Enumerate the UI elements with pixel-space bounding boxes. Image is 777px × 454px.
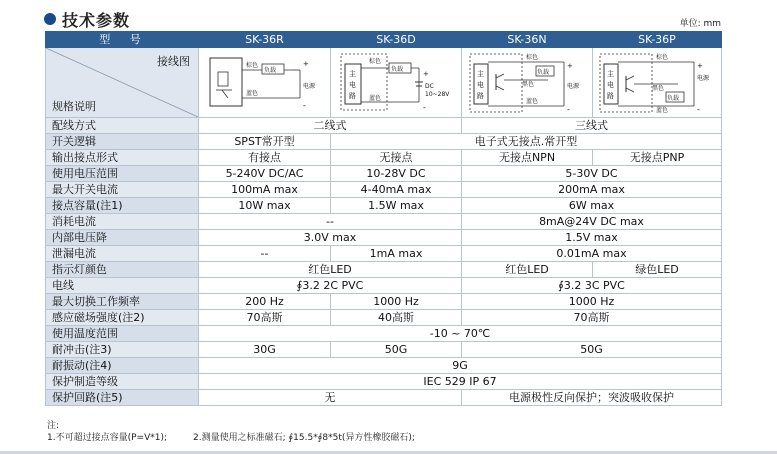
cell-value: 200 Hz [199,294,331,310]
svg-text:电源: 电源 [697,74,710,82]
svg-text:棕色: 棕色 [369,57,382,65]
svg-text:-: - [567,104,570,114]
svg-text:-: - [697,104,700,114]
cell-value: SPST常开型 [199,134,331,150]
row-label: 耐振动(注4) [46,358,199,374]
svg-text:-: - [302,100,306,110]
cell-value: 5-30V DC [462,166,722,182]
wiring-diagram-sk36p [593,48,722,118]
table-row [46,214,722,230]
table-row [46,262,722,278]
svg-text:负载: 负载 [667,94,680,102]
wiring-diagram-sk36r [199,48,331,118]
model-header: 型 号 [46,32,199,48]
table-row [46,326,722,342]
wiring-diagram-sk36n [462,48,593,118]
cell-value: 40高斯 [331,310,462,326]
cell-value: 0.01mA max [462,246,722,262]
cell-value: 电源极性反向保护；突波吸收保护 [462,390,722,406]
table-row [46,310,722,326]
svg-text:+: + [697,61,703,70]
notes-line [47,432,415,444]
table-row [46,182,722,198]
svg-text:+: + [567,61,573,70]
table-row [46,390,722,406]
cell-value: 10-28V DC [331,166,462,182]
svg-text:电源: 电源 [302,82,315,90]
table-row [46,246,722,262]
table-row [46,118,722,134]
table-row [46,358,722,374]
cell-value: 30G [199,342,331,358]
cell-value: 9G [199,358,722,374]
model-sk36n: SK-36N [462,32,593,48]
cell-value: 8mA@24V DC max [462,214,722,230]
cell-value: 无 [199,390,462,406]
table-row [46,294,722,310]
row-label: 内部电压降 [46,230,199,246]
unit-note: 单位: mm [679,19,721,29]
svg-text:棕色: 棕色 [245,61,258,69]
table-row [46,342,722,358]
cell-value: 无接点PNP [593,150,722,166]
svg-text:主: 主 [349,69,356,78]
model-sk36p: SK-36P [593,32,722,48]
table-row [46,230,722,246]
table-row [46,150,722,166]
wiring-diagram-label: 接线图 [157,55,190,68]
row-label: 最大开关电流 [46,182,199,198]
svg-text:黑色: 黑色 [522,80,535,88]
cell-value: 70高斯 [199,310,331,326]
svg-text:黑色: 黑色 [652,84,665,92]
note-1: 1.不可超过接点容量(P=V*1); [47,433,167,443]
svg-text:负载: 负载 [537,68,550,76]
svg-text:+: + [423,69,429,78]
svg-text:主: 主 [607,69,614,78]
section-title-text: 技术参数 [62,10,131,30]
cell-value: 1000 Hz [331,294,462,310]
cell-value: 1.5W max [331,198,462,214]
table-row [46,198,722,214]
svg-text:负载: 负载 [391,65,404,73]
cell-value: 5-240V DC/AC [199,166,331,182]
row-label: 电线 [46,278,199,294]
cell-value: ∮3.2 2C PVC [199,278,462,294]
row-label: 配线方式 [46,118,199,134]
row-label: 保护制造等级 [46,374,199,390]
wiring-diagram-row [46,48,722,118]
cell-value: IEC 529 IP 67 [199,374,722,390]
cell-value: 10W max [199,198,331,214]
svg-text:10~28V: 10~28V [425,90,450,98]
svg-text:蓝色: 蓝色 [526,97,539,105]
row-label: 泄漏电流 [46,246,199,262]
cell-value: -- [199,246,331,262]
spec-description-label: 规格说明 [52,100,96,113]
row-label: 保护回路(注5) [46,390,199,406]
cell-value: 有接点 [199,150,331,166]
cell-value: 1mA max [331,246,462,262]
row-label: 消耗电流 [46,214,199,230]
svg-text:蓝色: 蓝色 [245,89,258,97]
row-label: 感应磁场强度(注2) [46,310,199,326]
cell-value: 绿色LED [593,262,722,278]
cell-value: 无接点NPN [462,150,593,166]
cell-value: 3.0V max [199,230,462,246]
reed-switch-diagram-icon [202,50,328,116]
cell-value: 1.5V max [462,230,722,246]
cell-value: 200mA max [462,182,722,198]
note-2: 2.测量使用之标准磁石; ∮15.5*∮8*5t(异方性橡胶磁石); [193,433,415,443]
footnotes [47,420,415,444]
cell-value: 4-40mA max [331,182,462,198]
cell-value: 红色LED [462,262,593,278]
svg-text:电源: 电源 [567,82,580,90]
svg-text:蓝色: 蓝色 [656,106,669,114]
table-row [46,278,722,294]
cell-value: 70高斯 [462,310,722,326]
svg-text:电: 电 [349,80,356,89]
svg-text:-: - [423,102,426,112]
table-row [46,134,722,150]
row-label: 最大切换工作频率 [46,294,199,310]
row-label: 耐冲击(注3) [46,342,199,358]
table-header-row [46,32,722,48]
row-label: 接点容量(注1) [46,198,199,214]
cell-value: 50G [462,342,722,358]
svg-text:主: 主 [477,69,484,78]
svg-text:棕色: 棕色 [656,53,669,61]
table-row [46,374,722,390]
wiring-diagram-sk36d [331,48,462,118]
svg-text:电: 电 [477,80,484,89]
row-label: 开关逻辑 [46,134,199,150]
corner-cell [46,48,199,118]
row-label: 输出接点形式 [46,150,199,166]
cell-value: 1000 Hz [462,294,722,310]
svg-text:路: 路 [477,91,484,100]
row-label: 使用电压范围 [46,166,199,182]
bullet-dot-icon [44,13,56,25]
svg-text:路: 路 [607,91,614,100]
cell-value: 100mA max [199,182,331,198]
row-label: 使用温度范围 [46,326,199,342]
svg-text:路: 路 [349,91,356,100]
npn-diagram-icon [464,50,590,116]
spec-table [45,31,722,406]
cell-value: 电子式无接点.常开型 [331,134,722,150]
cell-value: 红色LED [199,262,462,278]
model-sk36d: SK-36D [331,32,462,48]
svg-text:电: 电 [607,80,614,89]
cell-value: ∮3.2 3C PVC [462,278,722,294]
table-row [46,166,722,182]
cell-value: -10 ~ 70℃ [199,326,722,342]
cell-value: 6W max [462,198,722,214]
svg-text:DC: DC [425,82,434,90]
svg-text:+: + [302,59,309,68]
cell-value: 二线式 [199,118,462,134]
notes-heading: 注: [47,421,60,431]
svg-text:棕色: 棕色 [526,53,539,61]
cell-value: 无接点 [331,150,462,166]
model-sk36r: SK-36R [199,32,331,48]
svg-text:蓝色: 蓝色 [369,94,382,102]
pnp-diagram-icon [594,50,720,116]
electronic-2wire-diagram-icon [333,50,459,116]
cell-value: 三线式 [462,118,722,134]
cell-value: 50G [331,342,462,358]
row-label: 指示灯颜色 [46,262,199,278]
cell-value: -- [199,214,462,230]
section-title [44,8,130,30]
svg-text:负载: 负载 [263,66,276,74]
